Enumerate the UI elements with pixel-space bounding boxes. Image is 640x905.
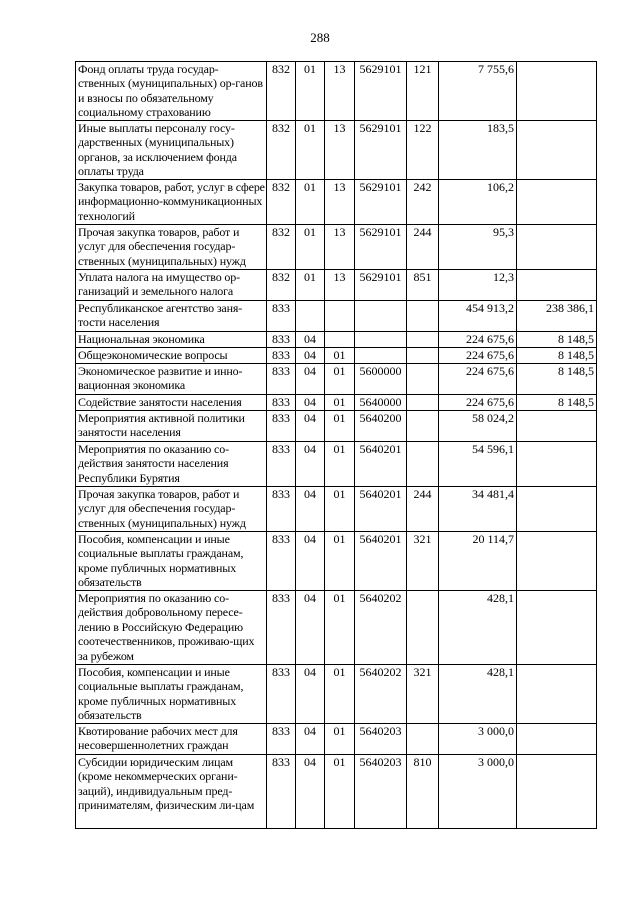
expense-type-code	[407, 411, 439, 442]
subsection-code: 01	[325, 755, 355, 829]
table-row	[76, 755, 597, 829]
target-item-code: 5640203	[355, 755, 407, 829]
page-number: 288	[310, 30, 330, 45]
subsection-code: 13	[325, 180, 355, 225]
expense-type-code: 851	[407, 270, 439, 301]
amount-cell: 454 913,2	[439, 301, 517, 332]
amount-cell-2	[517, 121, 597, 180]
row-name: Прочая закупка товаров, работ и услуг для обеспечения государ-ственных (муниципальных) нужд	[76, 487, 267, 532]
subsection-code: 01	[325, 591, 355, 665]
subsection-code	[325, 332, 355, 348]
ministry-code: 833	[267, 591, 296, 665]
target-item-code: 5629101	[355, 180, 407, 225]
target-item-code: 5629101	[355, 270, 407, 301]
section-code: 04	[296, 411, 325, 442]
amount-cell-2: 8 148,5	[517, 348, 597, 364]
amount-cell-2: 238 386,1	[517, 301, 597, 332]
expense-type-code: 321	[407, 665, 439, 724]
target-item-code: 5640202	[355, 665, 407, 724]
target-item-code: 5640203	[355, 724, 407, 755]
amount-cell-2	[517, 442, 597, 487]
table-row	[76, 121, 597, 180]
section-code: 04	[296, 532, 325, 591]
table-row	[76, 395, 597, 411]
subsection-code: 01	[325, 487, 355, 532]
ministry-code: 833	[267, 724, 296, 755]
table-row	[76, 332, 597, 348]
subsection-code: 13	[325, 121, 355, 180]
subsection-code: 01	[325, 411, 355, 442]
table-row	[76, 301, 597, 332]
subsection-code: 01	[325, 724, 355, 755]
row-name: Фонд оплаты труда государ-ственных (муниципальных) ор-ганов и взносы по обязательному социальному страхованию	[76, 62, 267, 121]
subsection-code: 13	[325, 62, 355, 121]
expense-type-code	[407, 364, 439, 395]
expense-type-code: 122	[407, 121, 439, 180]
subsection-code	[325, 301, 355, 332]
row-name: Субсидии юридическим лицам (кроме некоммерческих органи-заций), индивидуальным пред-принимателям, физическим ли-цам	[76, 755, 267, 829]
amount-cell: 95,3	[439, 225, 517, 270]
ministry-code: 833	[267, 532, 296, 591]
row-name: Мероприятия по оказанию со-действия занятости населения Республики Бурятия	[76, 442, 267, 487]
amount-cell: 58 024,2	[439, 411, 517, 442]
ministry-code: 832	[267, 180, 296, 225]
amount-cell: 224 675,6	[439, 395, 517, 411]
target-item-code: 5640000	[355, 395, 407, 411]
row-name: Республиканское агентство заня-тости населения	[76, 301, 267, 332]
section-code: 04	[296, 591, 325, 665]
ministry-code: 832	[267, 121, 296, 180]
section-code: 01	[296, 225, 325, 270]
subsection-code: 01	[325, 532, 355, 591]
row-name: Квотирование рабочих мест для несовершеннолетних граждан	[76, 724, 267, 755]
table-row	[76, 487, 597, 532]
amount-cell: 3 000,0	[439, 755, 517, 829]
row-name: Закупка товаров, работ, услуг в сфере информационно-коммуникационных технологий	[76, 180, 267, 225]
ministry-code: 832	[267, 225, 296, 270]
subsection-code: 01	[325, 348, 355, 364]
ministry-code: 833	[267, 348, 296, 364]
target-item-code: 5640202	[355, 591, 407, 665]
row-name: Общеэкономические вопросы	[76, 348, 267, 364]
budget-table	[75, 61, 597, 829]
ministry-code: 833	[267, 665, 296, 724]
amount-cell-2: 8 148,5	[517, 395, 597, 411]
row-name: Мероприятия активной политики занятости населения	[76, 411, 267, 442]
section-code: 04	[296, 395, 325, 411]
section-code	[296, 301, 325, 332]
subsection-code: 01	[325, 442, 355, 487]
row-name: Национальная экономика	[76, 332, 267, 348]
section-code: 04	[296, 487, 325, 532]
amount-cell: 428,1	[439, 665, 517, 724]
amount-cell: 12,3	[439, 270, 517, 301]
table-row	[76, 225, 597, 270]
amount-cell-2	[517, 724, 597, 755]
amount-cell-2	[517, 755, 597, 829]
amount-cell-2	[517, 225, 597, 270]
amount-cell-2	[517, 180, 597, 225]
target-item-code: 5629101	[355, 225, 407, 270]
target-item-code	[355, 301, 407, 332]
expense-type-code: 244	[407, 225, 439, 270]
amount-cell-2	[517, 532, 597, 591]
expense-type-code: 810	[407, 755, 439, 829]
table-row	[76, 591, 597, 665]
expense-type-code	[407, 348, 439, 364]
subsection-code: 13	[325, 225, 355, 270]
target-item-code: 5640201	[355, 442, 407, 487]
expense-type-code	[407, 591, 439, 665]
amount-cell: 224 675,6	[439, 348, 517, 364]
row-name: Экономическое развитие и инно-вационная экономика	[76, 364, 267, 395]
ministry-code: 832	[267, 270, 296, 301]
amount-cell: 224 675,6	[439, 364, 517, 395]
expense-type-code	[407, 724, 439, 755]
section-code: 01	[296, 121, 325, 180]
ministry-code: 833	[267, 487, 296, 532]
ministry-code: 832	[267, 62, 296, 121]
row-name: Уплата налога на имущество ор-ганизаций и земельного налога	[76, 270, 267, 301]
section-code: 04	[296, 724, 325, 755]
amount-cell-2: 8 148,5	[517, 364, 597, 395]
section-code: 04	[296, 348, 325, 364]
amount-cell-2	[517, 411, 597, 442]
section-code: 04	[296, 364, 325, 395]
row-name: Иные выплаты персоналу госу-дарственных (муниципальных) органов, за исключением фонда оплаты труда	[76, 121, 267, 180]
amount-cell-2	[517, 591, 597, 665]
amount-cell-2	[517, 62, 597, 121]
row-name: Мероприятия по оказанию со-действия добровольному пересе-лению в Российскую Федерацию соотечественников, проживаю-щих за рубежом	[76, 591, 267, 665]
table-row	[76, 348, 597, 364]
subsection-code: 13	[325, 270, 355, 301]
section-code: 01	[296, 62, 325, 121]
target-item-code: 5640201	[355, 532, 407, 591]
target-item-code: 5600000	[355, 364, 407, 395]
section-code: 04	[296, 755, 325, 829]
expense-type-code: 121	[407, 62, 439, 121]
section-code: 01	[296, 180, 325, 225]
ministry-code: 833	[267, 364, 296, 395]
ministry-code: 833	[267, 411, 296, 442]
expense-type-code: 244	[407, 487, 439, 532]
amount-cell: 428,1	[439, 591, 517, 665]
table-row	[76, 665, 597, 724]
target-item-code: 5629101	[355, 62, 407, 121]
ministry-code: 833	[267, 301, 296, 332]
row-name: Прочая закупка товаров, работ и услуг для обеспечения государ-ственных (муниципальных) нужд	[76, 225, 267, 270]
expense-type-code: 321	[407, 532, 439, 591]
amount-cell-2: 8 148,5	[517, 332, 597, 348]
section-code: 04	[296, 332, 325, 348]
target-item-code: 5640201	[355, 487, 407, 532]
row-name: Пособия, компенсации и иные социальные выплаты гражданам, кроме публичных нормативных обязательств	[76, 665, 267, 724]
amount-cell-2	[517, 487, 597, 532]
table-row	[76, 180, 597, 225]
expense-type-code: 242	[407, 180, 439, 225]
amount-cell: 224 675,6	[439, 332, 517, 348]
row-name: Содействие занятости населения	[76, 395, 267, 411]
row-name: Пособия, компенсации и иные социальные выплаты гражданам, кроме публичных нормативных обязательств	[76, 532, 267, 591]
amount-cell: 106,2	[439, 180, 517, 225]
table-row	[76, 532, 597, 591]
table-row	[76, 62, 597, 121]
expense-type-code	[407, 301, 439, 332]
ministry-code: 833	[267, 395, 296, 411]
ministry-code: 833	[267, 755, 296, 829]
target-item-code: 5629101	[355, 121, 407, 180]
expense-type-code	[407, 395, 439, 411]
table-row	[76, 411, 597, 442]
table-row	[76, 364, 597, 395]
ministry-code: 833	[267, 442, 296, 487]
expense-type-code	[407, 442, 439, 487]
table-row	[76, 270, 597, 301]
section-code: 04	[296, 665, 325, 724]
section-code: 01	[296, 270, 325, 301]
amount-cell: 3 000,0	[439, 724, 517, 755]
ministry-code: 833	[267, 332, 296, 348]
amount-cell: 54 596,1	[439, 442, 517, 487]
target-item-code	[355, 348, 407, 364]
target-item-code: 5640200	[355, 411, 407, 442]
subsection-code: 01	[325, 364, 355, 395]
section-code: 04	[296, 442, 325, 487]
amount-cell: 20 114,7	[439, 532, 517, 591]
table-row	[76, 442, 597, 487]
expense-type-code	[407, 332, 439, 348]
target-item-code	[355, 332, 407, 348]
amount-cell-2	[517, 270, 597, 301]
subsection-code: 01	[325, 395, 355, 411]
table-row	[76, 724, 597, 755]
amount-cell: 183,5	[439, 121, 517, 180]
amount-cell-2	[517, 665, 597, 724]
amount-cell: 34 481,4	[439, 487, 517, 532]
subsection-code: 01	[325, 665, 355, 724]
amount-cell: 7 755,6	[439, 62, 517, 121]
